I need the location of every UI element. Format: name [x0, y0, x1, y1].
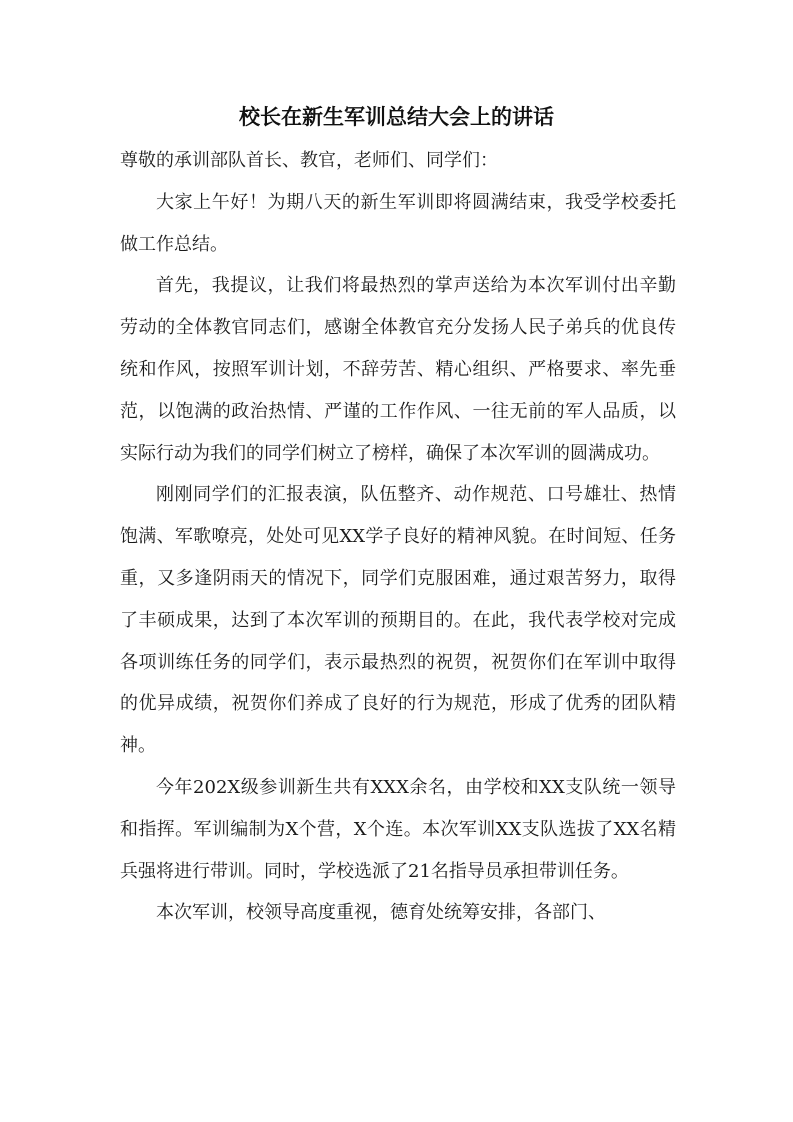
paragraph-4: 今年202X级参训新生共有XXX余名，由学校和XX支队统一领导和指挥。军训编制为X个营，X个连。本次军训XX支队选拔了XX名精兵强将进行带训。同时，学校选派了21名指导员承担带训任务。 [120, 776, 676, 882]
salutation: 尊敬的承训部队首长、教官，老师们、同学们： [120, 150, 498, 171]
paragraph-1: 大家上午好！为期八天的新生军训即将圆满结束，我受学校委托做工作总结。 [120, 191, 676, 255]
paragraph-5: 本次军训，校领导高度重视，德育处统筹安排，各部门、 [156, 902, 606, 924]
paragraph-2: 首先，我提议，让我们将最热烈的掌声送给为本次军训付出辛勤劳动的全体教官同志们，感谢全体教官充分发扬人民子弟兵的优良传统和作风，按照军训计划，不辞劳苦、精心组织、严格要求、率先垂范，以饱满的政治热情、严谨的工作作风、一往无前的军人品质，以实际行动为我们的同学们树立了榜样，确保了本次军训的圆满成功。 [120, 275, 676, 464]
document-title: 校长在新生军训总结大会上的讲话 [239, 105, 554, 129]
document-body [120, 140, 676, 934]
paragraph-3: 刚刚同学们的汇报表演，队伍整齐、动作规范、口号雄壮、热情饱满、军歌嘹亮，处处可见XX学子良好的精神风貌。在时间短、任务重，又多逢阴雨天的情况下，同学们克服困难，通过艰苦努力，取得了丰硕成果，达到了本次军训的预期目的。在此，我代表学校对完成各项训练任务的同学们，表示最热烈的祝贺，祝贺你们在军训中取得的优异成绩，祝贺你们养成了良好的行为规范，形成了优秀的团队精神。 [120, 484, 676, 757]
